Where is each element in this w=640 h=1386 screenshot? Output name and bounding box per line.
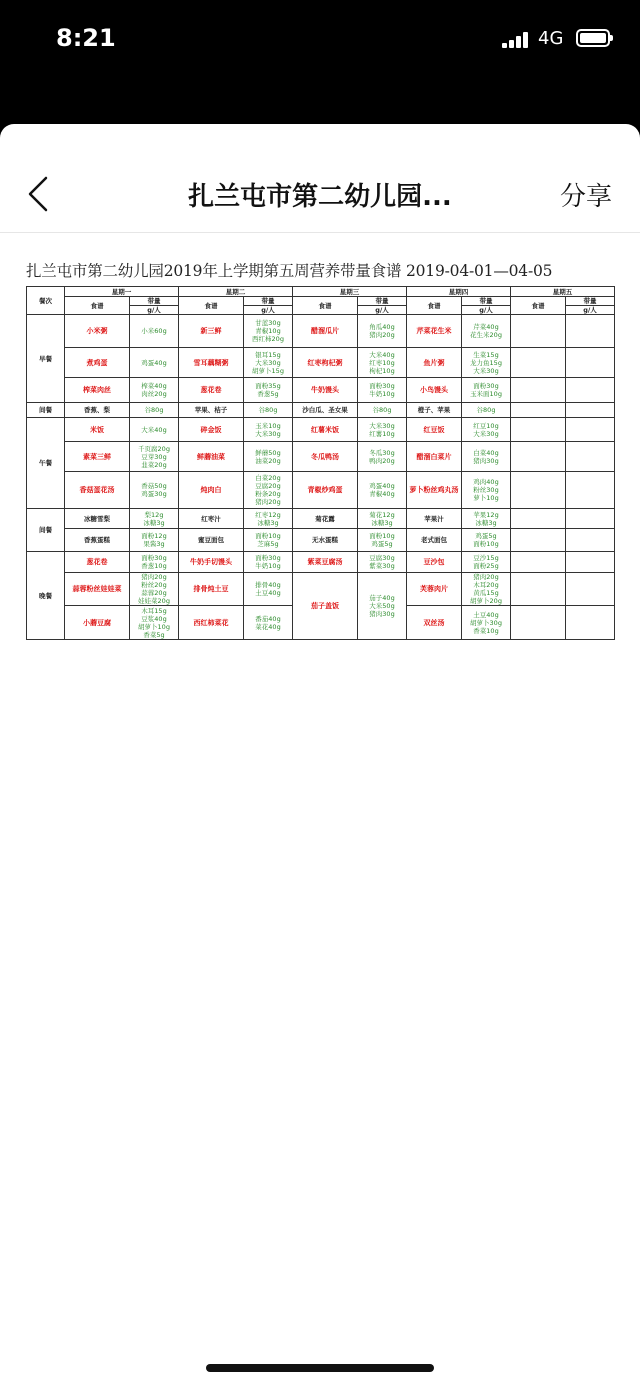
amount-cell: 谷80g bbox=[358, 403, 407, 418]
recipe-cell bbox=[511, 552, 566, 573]
amount-cell: 榨菜40g 肉丝20g bbox=[130, 378, 179, 403]
recipe-cell: 紫菜豆腐汤 bbox=[293, 552, 358, 573]
back-button[interactable] bbox=[24, 174, 54, 214]
recipe-header: 食谱 bbox=[293, 297, 358, 315]
recipe-cell: 冬瓜鸭汤 bbox=[293, 442, 358, 472]
amount-cell: 鲜蘑50g 油菜20g bbox=[244, 442, 293, 472]
recipe-cell: 排骨炖土豆 bbox=[179, 573, 244, 606]
amount-cell: 白菜20g 豆腐20g 粉条20g 猪肉20g bbox=[244, 472, 293, 509]
amount-cell: 角瓜40g 猪肉20g bbox=[358, 315, 407, 348]
nav-bar bbox=[0, 124, 640, 233]
meal-column-header: 餐次 bbox=[27, 287, 65, 315]
amount-cell: 梨12g 冰糖3g bbox=[130, 509, 179, 529]
day-header: 星期三 bbox=[293, 287, 407, 297]
recipe-cell: 鲜蘑油菜 bbox=[179, 442, 244, 472]
recipe-cell: 芹菜花生米 bbox=[407, 315, 462, 348]
recipe-cell: 青椒炒鸡蛋 bbox=[293, 472, 358, 509]
amount-cell: 鸡肉40g 粉丝30g 萝卜10g bbox=[462, 472, 511, 509]
recipe-cell: 鱼片粥 bbox=[407, 348, 462, 378]
amount-cell bbox=[566, 418, 615, 442]
menu-table bbox=[26, 286, 615, 640]
amount-cell bbox=[566, 442, 615, 472]
recipe-cell: 榨菜肉丝 bbox=[65, 378, 130, 403]
unit-header: g/人 bbox=[358, 306, 407, 315]
day-header: 星期二 bbox=[179, 287, 293, 297]
unit-header: g/人 bbox=[566, 306, 615, 315]
amount-cell: 谷80g bbox=[244, 403, 293, 418]
amount-cell bbox=[566, 472, 615, 509]
amount-header: 带量 bbox=[244, 297, 293, 306]
recipe-cell: 雪耳藕糊粥 bbox=[179, 348, 244, 378]
amount-cell: 豆沙15g 面粉25g bbox=[462, 552, 511, 573]
recipe-cell: 素菜三鲜 bbox=[65, 442, 130, 472]
menu-image[interactable] bbox=[26, 258, 614, 688]
amount-cell: 茄子40g 大米50g 猪肉30g bbox=[358, 573, 407, 640]
recipe-header: 食谱 bbox=[65, 297, 130, 315]
recipe-cell bbox=[511, 403, 566, 418]
recipe-cell bbox=[511, 348, 566, 378]
recipe-cell bbox=[511, 442, 566, 472]
amount-cell: 白菜40g 猪肉30g bbox=[462, 442, 511, 472]
recipe-cell bbox=[511, 472, 566, 509]
amount-cell: 鸡蛋5g 面粉10g bbox=[462, 529, 511, 552]
unit-header: g/人 bbox=[130, 306, 179, 315]
amount-header: 带量 bbox=[358, 297, 407, 306]
amount-cell: 面粉12g 果酱3g bbox=[130, 529, 179, 552]
status-bar bbox=[0, 0, 640, 80]
amount-header: 带量 bbox=[462, 297, 511, 306]
amount-cell: 谷80g bbox=[130, 403, 179, 418]
recipe-cell: 小鸟馒头 bbox=[407, 378, 462, 403]
recipe-cell: 炖肉白 bbox=[179, 472, 244, 509]
recipe-cell: 煮鸡蛋 bbox=[65, 348, 130, 378]
recipe-cell bbox=[511, 529, 566, 552]
recipe-cell: 菊花露 bbox=[293, 509, 358, 529]
amount-cell: 千页腐20g 豆芽30g 韭菜20g bbox=[130, 442, 179, 472]
amount-cell: 面粉10g 芝麻5g bbox=[244, 529, 293, 552]
recipe-cell: 蜜豆面包 bbox=[179, 529, 244, 552]
amount-cell bbox=[566, 348, 615, 378]
amount-cell: 土豆40g 胡萝卜30g 香菜10g bbox=[462, 606, 511, 640]
recipe-cell: 豆沙包 bbox=[407, 552, 462, 573]
recipe-header: 食谱 bbox=[179, 297, 244, 315]
amount-cell: 红豆10g 大米30g bbox=[462, 418, 511, 442]
amount-cell: 大米30g 红薯10g bbox=[358, 418, 407, 442]
recipe-cell: 红薯米饭 bbox=[293, 418, 358, 442]
recipe-cell: 芙蓉肉片 bbox=[407, 573, 462, 606]
amount-cell: 面粉30g 牛奶10g bbox=[244, 552, 293, 573]
recipe-cell: 西红柿菜花 bbox=[179, 606, 244, 640]
viewer-sheet bbox=[0, 124, 640, 1386]
meal-label: 间餐 bbox=[27, 403, 65, 418]
amount-cell: 猪肉20g 粉丝20g 蒜蓉20g 娃娃菜20g bbox=[130, 573, 179, 606]
meal-label: 早餐 bbox=[27, 315, 65, 403]
recipe-cell: 醋溜瓜片 bbox=[293, 315, 358, 348]
amount-cell: 面粉30g 牛奶10g bbox=[358, 378, 407, 403]
unit-header: g/人 bbox=[244, 306, 293, 315]
recipe-cell bbox=[511, 315, 566, 348]
amount-cell: 菊花12g 冰糖3g bbox=[358, 509, 407, 529]
recipe-cell: 碎金饭 bbox=[179, 418, 244, 442]
amount-cell bbox=[566, 552, 615, 573]
recipe-cell: 香菇蛋花汤 bbox=[65, 472, 130, 509]
amount-cell: 红枣12g 冰糖3g bbox=[244, 509, 293, 529]
recipe-cell: 茄子盖饭 bbox=[293, 573, 358, 640]
amount-cell: 玉米10g 大米30g bbox=[244, 418, 293, 442]
recipe-cell: 无水蛋糕 bbox=[293, 529, 358, 552]
amount-cell: 面粉30g 玉米面10g bbox=[462, 378, 511, 403]
amount-cell: 芹菜40g 花生米20g bbox=[462, 315, 511, 348]
recipe-header: 食谱 bbox=[407, 297, 462, 315]
amount-cell: 番茄40g 菜花40g bbox=[244, 606, 293, 640]
meal-label: 午餐 bbox=[27, 418, 65, 509]
recipe-cell: 牛奶馒头 bbox=[293, 378, 358, 403]
recipe-cell: 香蕉、梨 bbox=[65, 403, 130, 418]
amount-cell: 谷80g bbox=[462, 403, 511, 418]
day-header: 星期四 bbox=[407, 287, 511, 297]
amount-cell: 豆腐30g 紫菜30g bbox=[358, 552, 407, 573]
amount-cell: 鸡蛋40g 青椒40g bbox=[358, 472, 407, 509]
status-time: 8:21 bbox=[56, 24, 116, 52]
network-label: 4G bbox=[538, 28, 564, 49]
amount-cell bbox=[566, 606, 615, 640]
recipe-cell: 苹果、桔子 bbox=[179, 403, 244, 418]
amount-cell: 猪肉20g 木耳20g 黄瓜15g 胡萝卜20g bbox=[462, 573, 511, 606]
recipe-cell: 冰糖雪梨 bbox=[65, 509, 130, 529]
recipe-cell: 红枣枸杞粥 bbox=[293, 348, 358, 378]
amount-cell: 生菜15g 龙力鱼15g 大米30g bbox=[462, 348, 511, 378]
amount-cell: 甘蓝30g 青椒10g 西红柿20g bbox=[244, 315, 293, 348]
recipe-cell: 沙白瓜、圣女果 bbox=[293, 403, 358, 418]
amount-cell: 香菇50g 鸡蛋30g bbox=[130, 472, 179, 509]
meal-label: 间餐 bbox=[27, 509, 65, 552]
recipe-cell: 葱花卷 bbox=[179, 378, 244, 403]
amount-cell: 苹果12g 冰糖3g bbox=[462, 509, 511, 529]
recipe-cell bbox=[511, 573, 566, 606]
recipe-cell bbox=[511, 606, 566, 640]
home-indicator bbox=[206, 1364, 434, 1372]
amount-cell: 银耳15g 大米30g 胡萝卜15g bbox=[244, 348, 293, 378]
page-title: 扎兰屯市第二幼儿园... bbox=[188, 182, 452, 212]
unit-header: g/人 bbox=[462, 306, 511, 315]
recipe-cell: 醋溜白菜片 bbox=[407, 442, 462, 472]
amount-cell: 排骨40g 土豆40g bbox=[244, 573, 293, 606]
recipe-cell: 葱花卷 bbox=[65, 552, 130, 573]
recipe-cell bbox=[511, 378, 566, 403]
amount-cell: 面粉10g 鸡蛋5g bbox=[358, 529, 407, 552]
amount-cell bbox=[566, 315, 615, 348]
recipe-header: 食谱 bbox=[511, 297, 566, 315]
recipe-cell: 新三鲜 bbox=[179, 315, 244, 348]
recipe-cell bbox=[511, 418, 566, 442]
battery-icon bbox=[576, 29, 610, 47]
share-button[interactable]: 分享 bbox=[559, 182, 612, 212]
amount-cell: 鸡蛋40g bbox=[130, 348, 179, 378]
amount-header: 带量 bbox=[566, 297, 615, 306]
chevron-left-icon bbox=[24, 174, 54, 214]
recipe-cell: 小米粥 bbox=[65, 315, 130, 348]
recipe-cell: 萝卜粉丝鸡丸汤 bbox=[407, 472, 462, 509]
recipe-cell: 香蕉蛋糕 bbox=[65, 529, 130, 552]
amount-cell: 面粉30g 香葱10g bbox=[130, 552, 179, 573]
amount-cell: 大米40g bbox=[130, 418, 179, 442]
day-header: 星期一 bbox=[65, 287, 179, 297]
recipe-cell: 蒜蓉粉丝娃娃菜 bbox=[65, 573, 130, 606]
recipe-cell: 苹果汁 bbox=[407, 509, 462, 529]
menu-title: 扎兰屯市第二幼儿园2019年上学期第五周营养带量食谱 2019-04-01—04-05 bbox=[26, 262, 553, 280]
recipe-cell: 牛奶手切馒头 bbox=[179, 552, 244, 573]
recipe-cell: 双丝汤 bbox=[407, 606, 462, 640]
recipe-cell: 老式面包 bbox=[407, 529, 462, 552]
amount-cell bbox=[566, 378, 615, 403]
amount-cell: 木耳15g 豆浆40g 胡萝卜10g 香菜5g bbox=[130, 606, 179, 640]
recipe-cell bbox=[511, 509, 566, 529]
recipe-cell: 米饭 bbox=[65, 418, 130, 442]
amount-cell bbox=[566, 403, 615, 418]
recipe-cell: 小蘑豆腐 bbox=[65, 606, 130, 640]
meal-label: 晚餐 bbox=[27, 552, 65, 640]
amount-header: 带量 bbox=[130, 297, 179, 306]
amount-cell: 小米60g bbox=[130, 315, 179, 348]
amount-cell bbox=[566, 509, 615, 529]
day-header: 星期五 bbox=[511, 287, 615, 297]
recipe-cell: 红枣汁 bbox=[179, 509, 244, 529]
amount-cell: 冬瓜30g 鸭肉20g bbox=[358, 442, 407, 472]
amount-cell: 大米40g 红枣10g 枸杞10g bbox=[358, 348, 407, 378]
recipe-cell: 橙子、苹果 bbox=[407, 403, 462, 418]
amount-cell: 面粉35g 香葱5g bbox=[244, 378, 293, 403]
amount-cell bbox=[566, 573, 615, 606]
amount-cell bbox=[566, 529, 615, 552]
recipe-cell: 红豆饭 bbox=[407, 418, 462, 442]
signal-icon bbox=[502, 32, 530, 48]
